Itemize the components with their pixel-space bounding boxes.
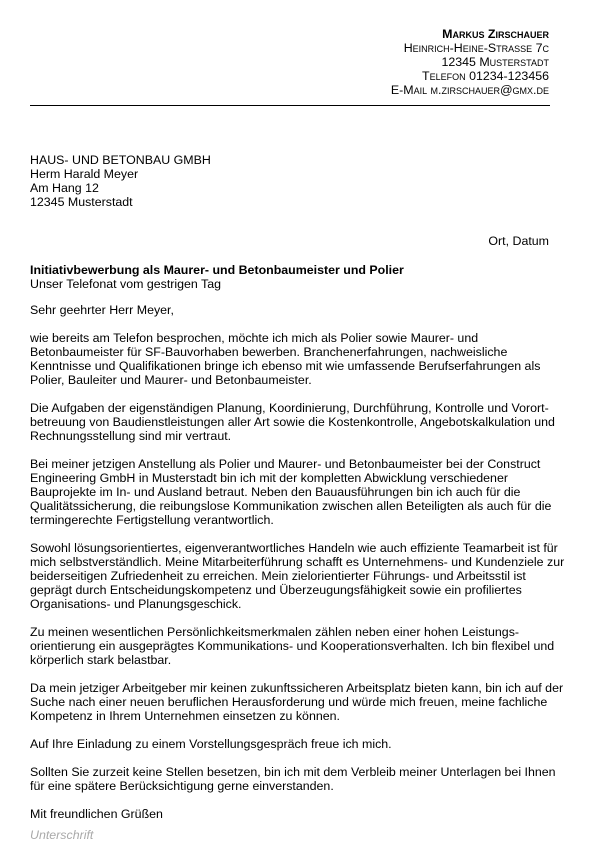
paragraph-line: Da mein jetziger Arbeitgeber mir keinen zukunftssicheren Arbeitsplatz bieten kann, bin ich auf der: [30, 681, 564, 695]
body-paragraph: [30, 331, 550, 387]
body-paragraph: [30, 457, 550, 527]
recipient-company: HAUS- UND BETONBAU GMBH: [30, 153, 211, 167]
subject-block: [30, 263, 404, 291]
body-paragraph: [30, 401, 555, 443]
subject-title: Initiativbewerbung als Maurer- und Betonbaumeister und Polier: [30, 263, 404, 277]
paragraph-line: orientierung ein ausgeprägtes Kommunikations- und Kooperationsverhalten. Ich bin flexibel und: [30, 639, 555, 653]
paragraph-line: Kompetenz in Ihrem Unternehmen einsetzen zu können.: [30, 709, 340, 723]
header-divider: [30, 105, 550, 106]
paragraph-line: Polier, Bauleiter und Maurer- und Betonbaumeister.: [30, 373, 312, 387]
letter-paragraphs: [30, 331, 565, 793]
subject-reference: Unser Telefonat vom gestrigen Tag: [30, 277, 222, 291]
paragraph-line: Betonbaumeister für SF-Bauvorhaben bewerben. Branchenerfahrungen, nachweisliche: [30, 345, 508, 359]
body-paragraph: [30, 541, 565, 611]
paragraph-line: Die Aufgaben der eigenständigen Planung, Koordinierung, Durchführung, Kontrolle und Vorort-: [30, 401, 549, 415]
paragraph-line: für eine spätere Berücksichtigung gerne einverstanden.: [30, 779, 334, 793]
paragraph-line: Zu meinen wesentlichen Persönlichkeitsmerkmalen zählen neben einer hohen Leistungs-: [30, 625, 520, 639]
sender-name: Markus Zirschauer: [442, 27, 549, 41]
letter-body: [30, 303, 565, 835]
paragraph-line: Suche nach einer neuen beruflichen Herausforderung und würde mich freuen, meine fachliche: [30, 695, 548, 709]
paragraph-line: Sowohl lösungsorientiertes, eigenverantwortliches Handeln wie auch effiziente Teamarbeit ist für: [30, 541, 558, 555]
sender-email: E-Mail m.zirschauer@gmx.de: [390, 83, 549, 97]
paragraph-line: Rechnungsstellung sind mir vertraut.: [30, 429, 232, 443]
body-paragraph: [30, 737, 550, 751]
body-paragraph: [30, 765, 556, 793]
salutation: Sehr geehrter Herr Meyer,: [30, 303, 174, 317]
paragraph-line: Sollten Sie zurzeit keine Stellen besetzen, bin ich mit dem Verbleib meiner Unterlagen bei Ihnen: [30, 765, 556, 779]
recipient-street: Am Hang 12: [30, 181, 99, 195]
paragraph-line: betreuung von Baudienstleistungen aller Art sowie die Kostenkontrolle, Angebotskalkulation und: [30, 415, 555, 429]
paragraph-line: geprägt durch Entscheidungskompetenz und Überzeugungsfähigkeit sowie ein profiliertes: [30, 583, 522, 597]
sender-address-block: [391, 27, 549, 97]
sender-street: Heinrich-Heine-Strasse 7c: [403, 41, 549, 55]
paragraph-line: Qualitätssicherung, die reibungslose Kommunikation zwischen allen Beteiligten als auch für die: [30, 499, 552, 513]
paragraph-line: Bauprojekte im In- und Ausland betraut. Neben den Bauausführungen bin ich auch für die: [30, 485, 521, 499]
paragraph-line: körperlich stark belastbar.: [30, 653, 172, 667]
paragraph-line: mich selbstverständlich. Meine Mitarbeiterführung schafft es Unternehmens- und Kundenziele zur: [30, 555, 565, 569]
recipient-city: 12345 Musterstadt: [30, 195, 133, 209]
paragraph-line: Kenntnisse und Qualifikationen bringe ich ebenso mit wie umfassende Berufserfahrungen als: [30, 359, 541, 373]
paragraph-line: Auf Ihre Einladung zu einem Vorstellungsgespräch freue ich mich.: [30, 737, 392, 751]
body-paragraph: [30, 625, 555, 667]
paragraph-line: wie bereits am Telefon besprochen, möchte ich mich als Polier sowie Maurer- und: [30, 331, 479, 345]
paragraph-line: beiderseitigen Zufriedenheit zu erreichen. Mein zielorientierter Führungs- und Arbeitsstil ist: [30, 569, 526, 583]
place-date: Ort, Datum: [488, 234, 549, 248]
sender-phone: Telefon 01234-123456: [422, 69, 549, 83]
recipient-person: Herm Harald Meyer: [30, 167, 139, 181]
paragraph-line: Organisations- und Planungsgeschick.: [30, 597, 242, 611]
paragraph-line: Bei meiner jetzigen Anstellung als Polier und Maurer- und Betonbaumeister bei der Construct: [30, 457, 541, 471]
closing: Mit freundlichen Grüßen: [30, 807, 163, 821]
body-paragraph: [30, 681, 564, 723]
recipient-address-block: [30, 153, 211, 209]
paragraph-line: Engineering GmbH in Musterstadt bin ich mit der kompletten Abwicklung verschiedener: [30, 471, 508, 485]
signature-placeholder: Unterschrift: [30, 828, 94, 842]
paragraph-line: termingerechte Fertigstellung verantwortlich.: [30, 513, 274, 527]
sender-city: 12345 Musterstadt: [441, 55, 549, 69]
